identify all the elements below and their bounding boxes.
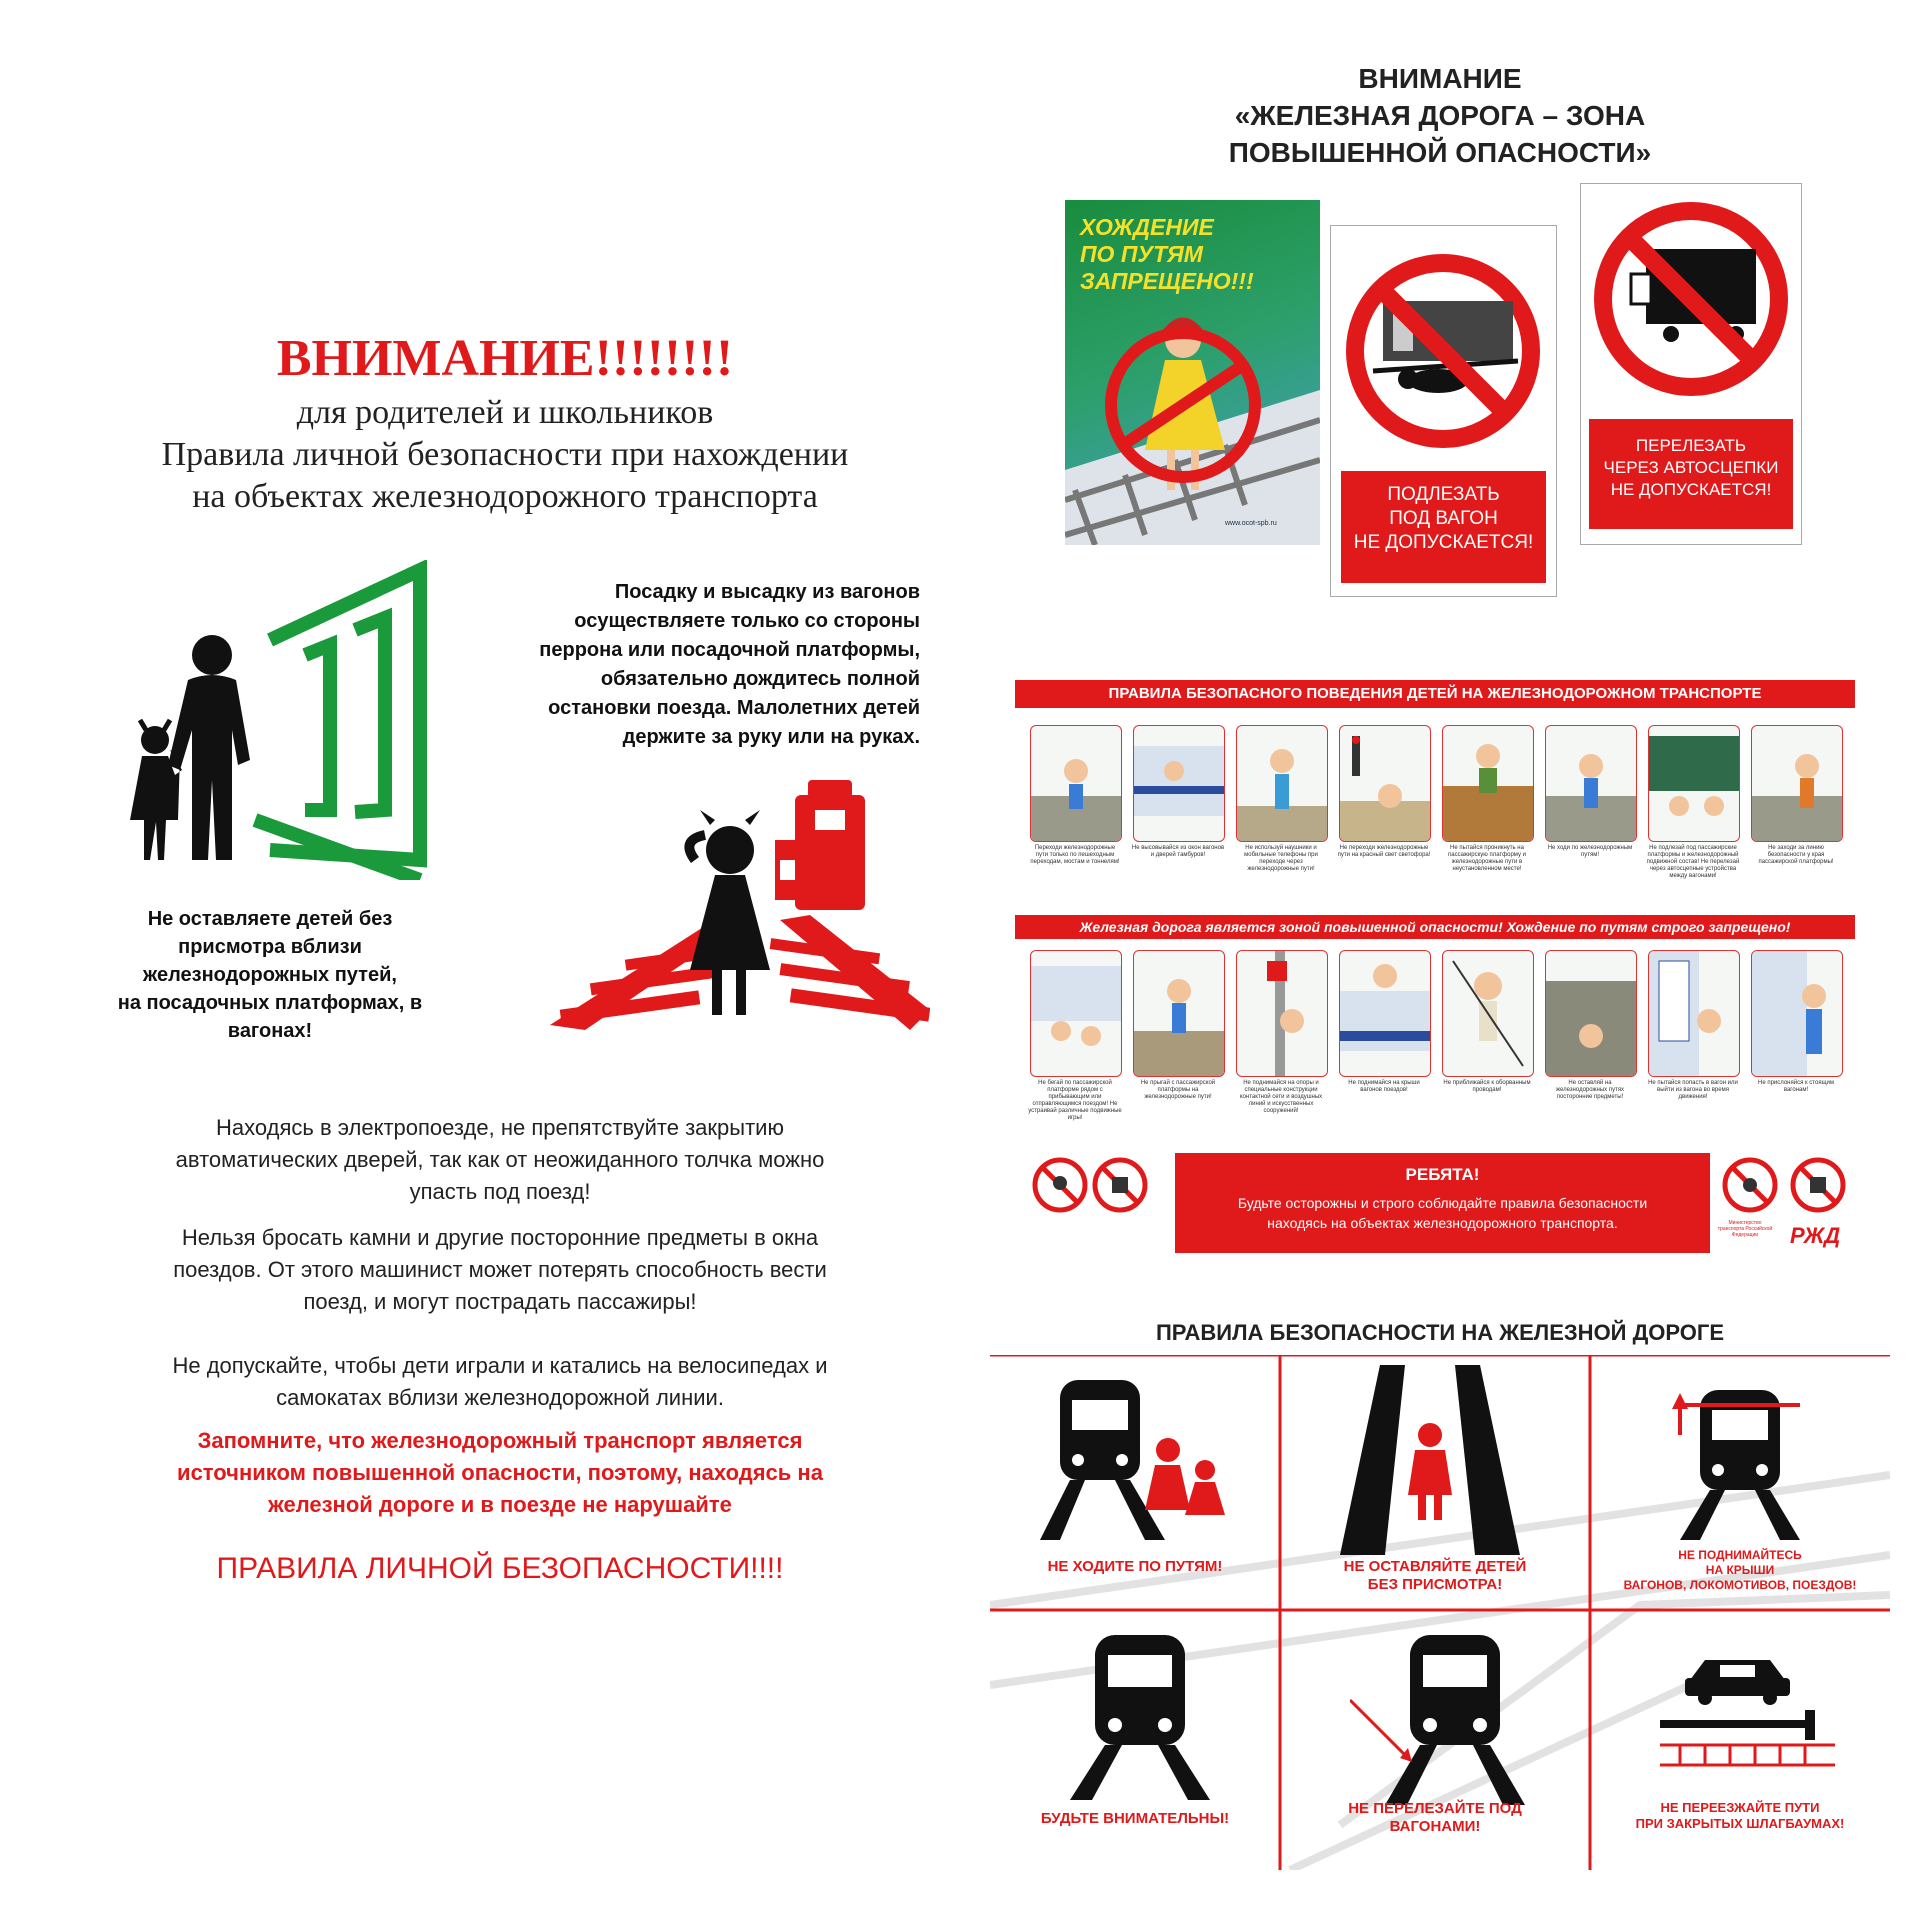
rule-panel [1133,950,1225,1077]
rule-panel [1751,950,1843,1077]
adult-silhouette-icon [168,635,250,860]
no-crawling-under-wagon-sign [1330,225,1557,597]
train-front-with-family-icon [1040,1370,1240,1550]
danger-zone-banner: Железная дорога является зоной повышенной опасности! Хождение по путям строго запрещено! [1015,915,1855,939]
rule-panel [1545,950,1637,1077]
title-line: ВНИМАНИЕ [1358,63,1522,94]
rule-caption: Не ходи по железнодорожным путям! [1547,845,1633,858]
car-barrier-icon [1650,1650,1840,1790]
boarding-line: обязательно дождитесь полной [600,668,920,690]
sign-label-line: ПОДЛЕЗАТЬ [1387,484,1500,505]
paragraph-line: поездов. От этого машинист может потерять способность вести [173,1257,827,1282]
title-line: «ЖЕЛЕЗНАЯ ДОРОГА – ЗОНА [1234,100,1646,131]
rule-caption: Не заходи за линию безопасности у края пассажирской платформы! [1758,845,1834,865]
rule-panel [1442,950,1534,1077]
paragraph-line: упасть под поезд! [409,1179,591,1204]
ministry-label: Министерство транспорта Российской Федерации [1717,1220,1773,1238]
cell-caption [1000,1810,1270,1828]
supervise-line: присмотра вблизи [178,936,362,958]
rule-panel [1236,725,1328,842]
sign-label-line: ЧЕРЕЗ АВТОСЦЕПКИ [1603,458,1779,477]
rule-caption: Не оставляй на железнодорожных путях посторонние предметы! [1555,1080,1625,1100]
red-locomotive-icon [775,780,865,910]
rule-caption: Не приближайся к оборванным проводам! [1443,1080,1531,1093]
girl-on-tracks-illustration [530,780,930,1030]
parent-child-train-illustration [120,560,430,880]
poster-title-line: ЗАПРЕЩЕНО!!! [1080,268,1254,294]
rule-panel [1339,725,1431,842]
paragraph-bicycles [60,1350,940,1414]
broken-wire-icon [1443,951,1533,1076]
cell-caption [1590,1548,1890,1593]
rule-panel [1648,725,1740,842]
sign-label-line: НЕ ДОПУСКАЕТСЯ! [1610,480,1772,499]
warning-text [60,1425,940,1521]
leaning-wagon-icon [1752,951,1842,1076]
poster-title [1080,214,1254,295]
cell-caption-line: НЕ ПЕРЕЛЕЗАЙТЕ ПОД [1348,1800,1522,1817]
cell-caption-line: НЕ ПЕРЕЕЗЖАЙТЕ ПУТИ [1660,1800,1820,1815]
rule-panel [1030,725,1122,842]
title-line: ПОВЫШЕННОЙ ОПАСНОСТИ» [1228,137,1652,168]
walking-on-tracks-poster [1065,200,1320,545]
child-on-rails-icon [1340,1365,1520,1555]
rule-caption: Не высовывайся из окон вагонов и дверей тамбуров! [1131,845,1225,858]
poster-title-line: ПО ПУТЯМ [1080,241,1203,267]
electric-pole-icon [1237,951,1327,1076]
zone-danger-title [1140,60,1740,171]
cell-caption-line: ВАГОНАМИ! [1389,1818,1481,1835]
cell-caption [1290,1800,1580,1836]
moving-train-door-icon [1649,951,1739,1076]
final-rules-heading: ПРАВИЛА ЛИЧНОЙ БЕЗОПАСНОСТИ!!!! [216,1552,784,1585]
paragraph-line: автоматических дверей, так как от неожиданного толчка можно [175,1147,825,1172]
poster-header: ПРАВИЛА БЕЗОПАСНОГО ПОВЕДЕНИЯ ДЕТЕЙ НА ЖЕЛЕЗНОДОРОЖНОМ ТРАНСПОРТЕ [1015,680,1855,708]
boarding-line: осуществляете только со стороны [574,610,920,632]
prohibition-crawl-icon [1343,251,1543,451]
poster-title: ПРАВИЛА БЕЗОПАСНОСТИ НА ЖЕЛЕЗНОЙ ДОРОГЕ [1155,1320,1725,1345]
cell-caption-line: ПРИ ЗАКРЫТЫХ ШЛАГБАУМАХ! [1635,1816,1845,1831]
rule-panel [1442,725,1534,842]
supervise-line: на посадочных платформах, в [117,992,423,1014]
train-window-icon [1134,726,1224,841]
rebyata-text-1: Будьте осторожны и строго соблюдайте правила безопасности [1237,1195,1648,1211]
supervise-rule-text [80,905,460,1045]
paragraph-line: самокатах вблизи железнодорожной линии. [276,1385,724,1410]
paragraph-line: Находясь в электропоезде, не препятствуйте закрытию [216,1115,784,1140]
child-crossing-icon [1031,726,1121,841]
sign-label-line: ПЕРЕЛЕЗАТЬ [1635,436,1747,455]
boarding-line: Посадку и высадку из вагонов [614,581,920,603]
running-platform-icon [1031,951,1121,1076]
paragraph-doors [60,1112,940,1208]
cell-caption-line: ВАГОНОВ, ЛОКОМОТИВОВ, ПОЕЗДОВ! [1623,1578,1857,1592]
rule-panel [1545,725,1637,842]
headphones-icon [1237,726,1327,841]
rule-caption: Не пытайся проникнуть на пассажирскую платформу и железнодорожные пути в неустановленном месте! [1447,845,1526,872]
cell-caption-line: НЕ ХОДИТЕ ПО ПУТЯМ! [1047,1558,1223,1575]
platform-climb-icon [1443,726,1533,841]
jumping-platform-icon [1134,951,1224,1076]
cell-caption-line: НА КРЫШИ [1705,1563,1775,1577]
small-prohibition-icons-left [1030,1155,1150,1215]
train-roof-climb-icon [1650,1375,1830,1540]
rzd-logo: РЖД [1790,1223,1841,1248]
objects-on-tracks-icon [1546,951,1636,1076]
subtitle-block [60,392,950,518]
children-rules-poster [1010,675,1860,1260]
rule-panel [1236,950,1328,1077]
rule-caption: Не прыгай с пассажирской платформы на железнодорожные пути! [1140,1080,1216,1100]
red-light-icon [1340,726,1430,841]
rebyata-title: РЕБЯТА! [1405,1165,1480,1184]
rule-caption: Не используй наушники и мобильные телефоны при переходе через железнодорожные пути! [1244,845,1318,872]
rule-caption: Не подлезай под пассажирские платформы и железнодорожный подвижной состав! Не перелезай через автосцепные устройства между вагонами! [1646,845,1740,879]
under-wagon-icon [1649,726,1739,841]
rebyata-box [1175,1153,1710,1253]
cell-caption [1290,1558,1580,1594]
rule-panel [1030,950,1122,1077]
boarding-line: остановки поезда. Малолетних детей [548,697,920,719]
cell-caption-line: НЕ ПОДНИМАЙТЕСЬ [1678,1548,1802,1562]
paragraph-line: поезд, и могут пострадать пассажиры! [303,1289,697,1314]
warning-line: Запомните, что железнодорожный транспорт является [197,1428,803,1453]
rule-panel [1751,725,1843,842]
rule-caption: Не поднимайся на опоры и специальные конструкции контактной сети и воздушных линий и искусственных сооружений! [1239,1080,1323,1114]
poster-url: www.ocot-spb.ru [1225,520,1277,527]
sign-label-line: ПОД ВАГОН [1389,508,1498,529]
boarding-line: перрона или посадочной платформы, [539,639,920,661]
cell-caption [1000,1558,1270,1576]
small-prohibition-icons-right [1720,1155,1850,1215]
subtitle-line-3: на объектах железнодорожного транспорта [192,478,818,515]
sign-label [1341,471,1546,583]
cell-caption-line: НЕ ОСТАВЛЯЙТЕ ДЕТЕЙ [1343,1558,1527,1575]
boarding-line: держите за руку или на руках. [622,726,920,748]
subtitle-line-2: Правила личной безопасности при нахождении [161,436,849,473]
walking-tracks-icon [1546,726,1636,841]
sign-label-line: НЕ ДОПУСКАЕТСЯ! [1353,532,1534,553]
cell-caption-line: БЕЗ ПРИСМОТРА! [1367,1576,1503,1593]
rule-panel [1339,950,1431,1077]
main-heading: ВНИМАНИЕ!!!!!!!! [276,330,734,387]
rule-caption: Не поднимайся на крыши вагонов поездов! [1348,1080,1420,1093]
wagon-roof-icon [1340,951,1430,1076]
prohibition-coupling-icon [1591,199,1791,399]
rule-panel [1133,725,1225,842]
rule-caption: Переходи железнодорожные пути только по пешеходным переходам, мостам и тоннелям! [1030,845,1120,865]
safety-rules-poster [990,1310,1890,1870]
paragraph-line: Не допускайте, чтобы дети играли и катались на велосипедах и [172,1353,828,1378]
boarding-rule-text [470,578,920,752]
rule-caption: Не бегай по пассажирской платформе рядом с прибывающим или отправляющимся поездом! Не устраивай различные подвижные игры! [1028,1080,1122,1121]
rule-caption: Не переходи железнодорожные пути на красный свет светофора! [1337,845,1431,858]
rule-caption: Не прислоняйся к стоящим вагонам! [1758,1080,1834,1093]
train-front-attention-icon [1070,1630,1210,1800]
platform-edge-icon [1752,726,1842,841]
poster-title-line: ХОЖДЕНИЕ [1080,214,1214,240]
rule-caption: Не пытайся попасть в вагон или выйти из вагона во время движения! [1648,1080,1738,1100]
sign-label [1589,419,1793,529]
girl-silhouette-icon [689,810,770,1015]
rule-panel [1648,950,1740,1077]
cell-caption [1590,1800,1890,1832]
train-under-crawl-icon [1350,1630,1530,1805]
girl-on-rails-icon [1065,300,1320,545]
supervise-line: вагонах! [227,1020,313,1042]
no-climbing-couplings-sign [1580,183,1802,545]
warning-line: железной дороге и в поезде не нарушайте [268,1492,732,1517]
warning-line: источником повышенной опасности, поэтому, находясь на [177,1460,823,1485]
rebyata-text-2: находясь на объектах железнодорожного транспорта. [1267,1215,1618,1231]
supervise-line: Не оставляете детей без [147,908,393,930]
green-train-icon [255,570,420,880]
paragraph-stones [60,1222,940,1318]
cell-caption-line: БУДЬТЕ ВНИМАТЕЛЬНЫ! [1040,1810,1230,1827]
paragraph-line: Нельзя бросать камни и другие посторонние предметы в окна [181,1225,819,1250]
subtitle-line-1: для родителей и школьников [296,394,714,431]
supervise-line: железнодорожных путей, [143,964,397,986]
